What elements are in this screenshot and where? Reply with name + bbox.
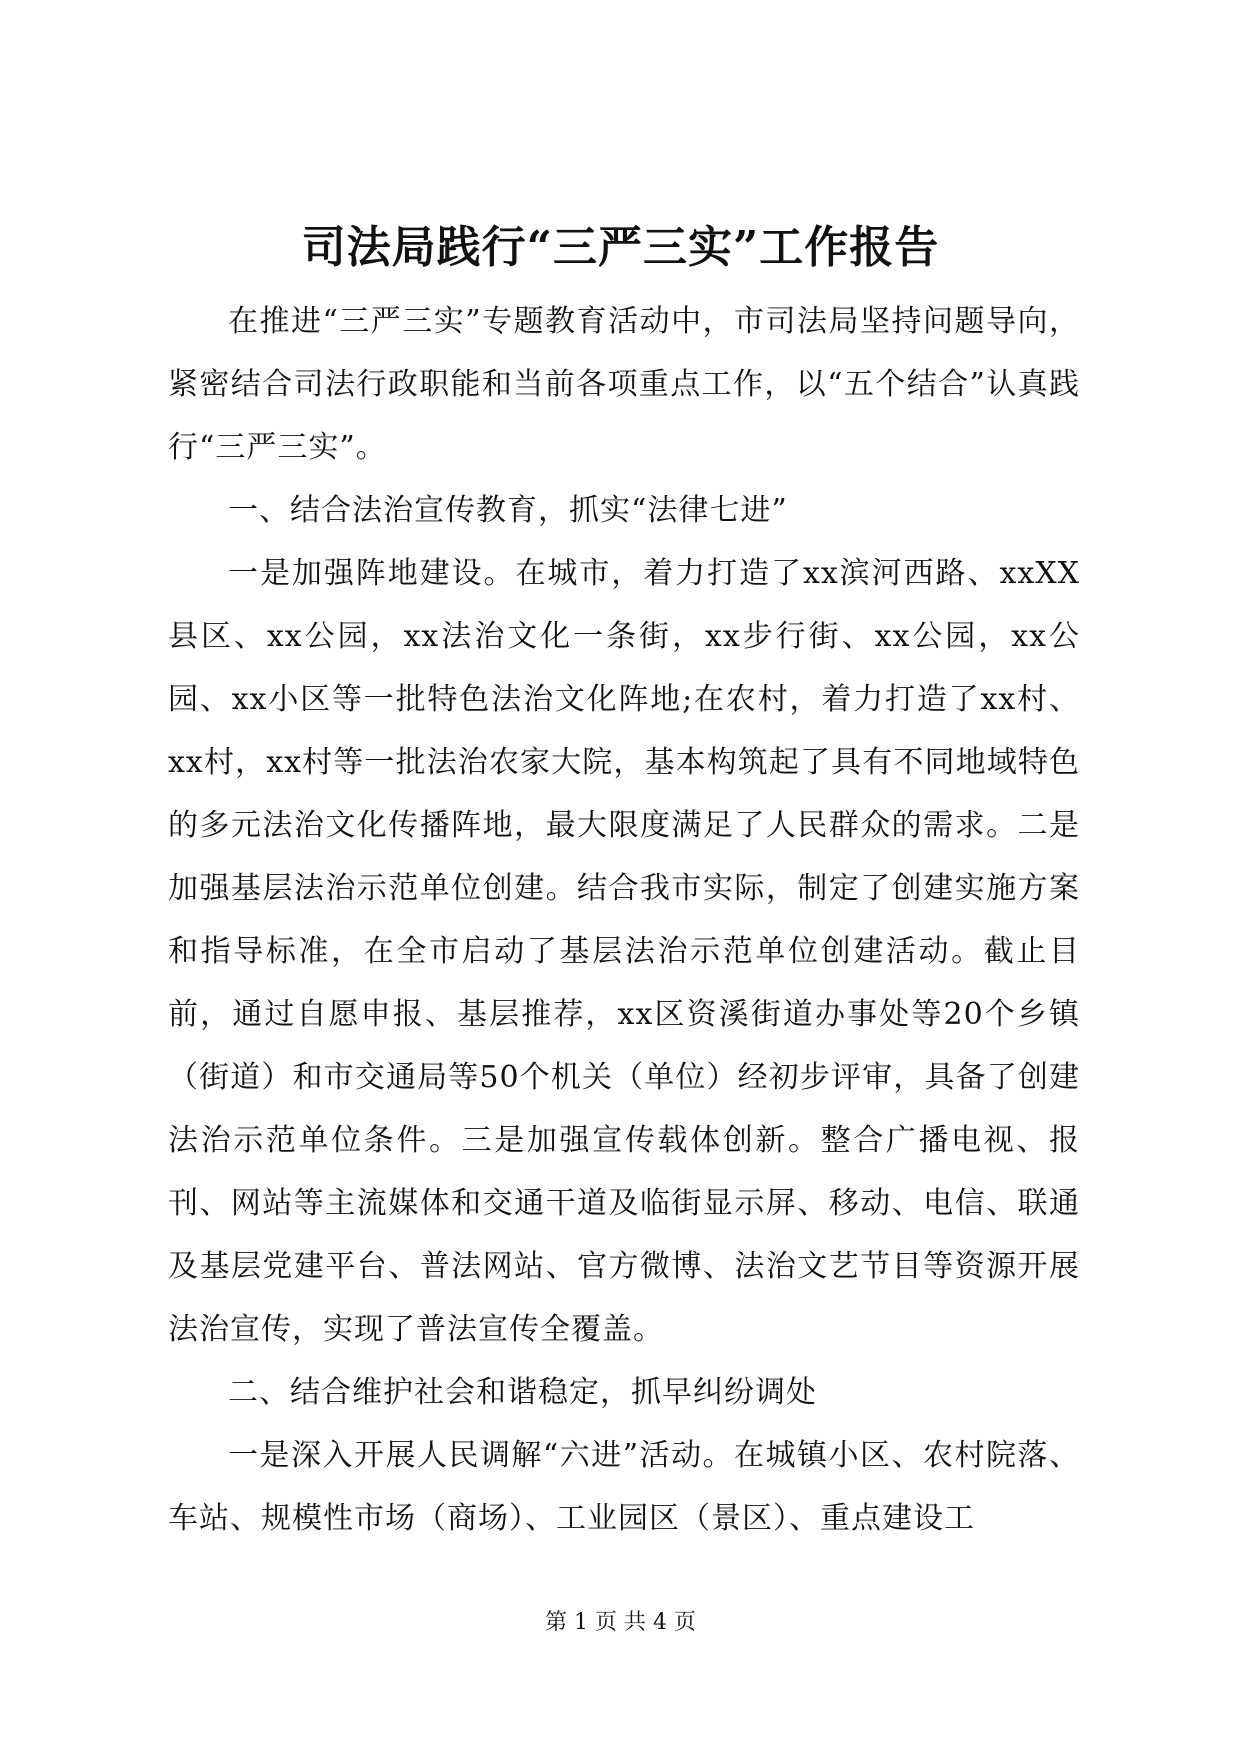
document-title: 司法局践行“三严三实”工作报告 bbox=[301, 222, 940, 273]
paragraph-section-2: 一是深入开展人民调解“六进”活动。在城镇小区、农村院落、车站、规模性市场（商场）、工业园区（景区）、重点建设工 bbox=[168, 1438, 1080, 1536]
section-heading-1: 一、结合法治宣传教育，抓实“法律七进” bbox=[228, 493, 788, 528]
section-heading-2: 二、结合维护社会和谐稳定，抓早纠纷调处 bbox=[228, 1375, 817, 1410]
paragraph-intro: 在推进“三严三实”专题教育活动中，市司法局坚持问题导向，紧密结合司法行政职能和当前各项重点工作，以“五个结合”认真践行“三严三实”。 bbox=[168, 304, 1080, 465]
document-body bbox=[168, 290, 1080, 1550]
page-number: 第 1 页 共 4 页 bbox=[545, 1610, 696, 1635]
paragraph-section-1: 一是加强阵地建设。在城市，着力打造了xx滨河西路、xxXX县区、xx公园，xx法治文化一条街，xx步行街、xx公园，xx公园、xx小区等一批特色法治文化阵地;在农村，着力打造了xx村、xx村，xx村等一批法治农家大院，基本构筑起了具有不同地域特色的多元法治文化传播阵地，最大限度满足了人民群众的需求。二是加强基层法治示范单位创建。结合我市实际，制定了创建实施方案和指导标准，在全市启动了基层法治示范单位创建活动。截止目前，通过自愿申报、基层推荐，xx区资溪街道办事处等20个乡镇（街道）和市交通局等50个机关（单位）经初步评审，具备了创建法治示范单位条件。三是加强宣传载体创新。整合广播电视、报刊、网站等主流媒体和交通干道及临街显示屏、移动、电信、联通及基层党建平台、普法网站、官方微博、法治文艺节目等资源开展法治宣传，实现了普法宣传全覆盖。 bbox=[168, 556, 1080, 1347]
